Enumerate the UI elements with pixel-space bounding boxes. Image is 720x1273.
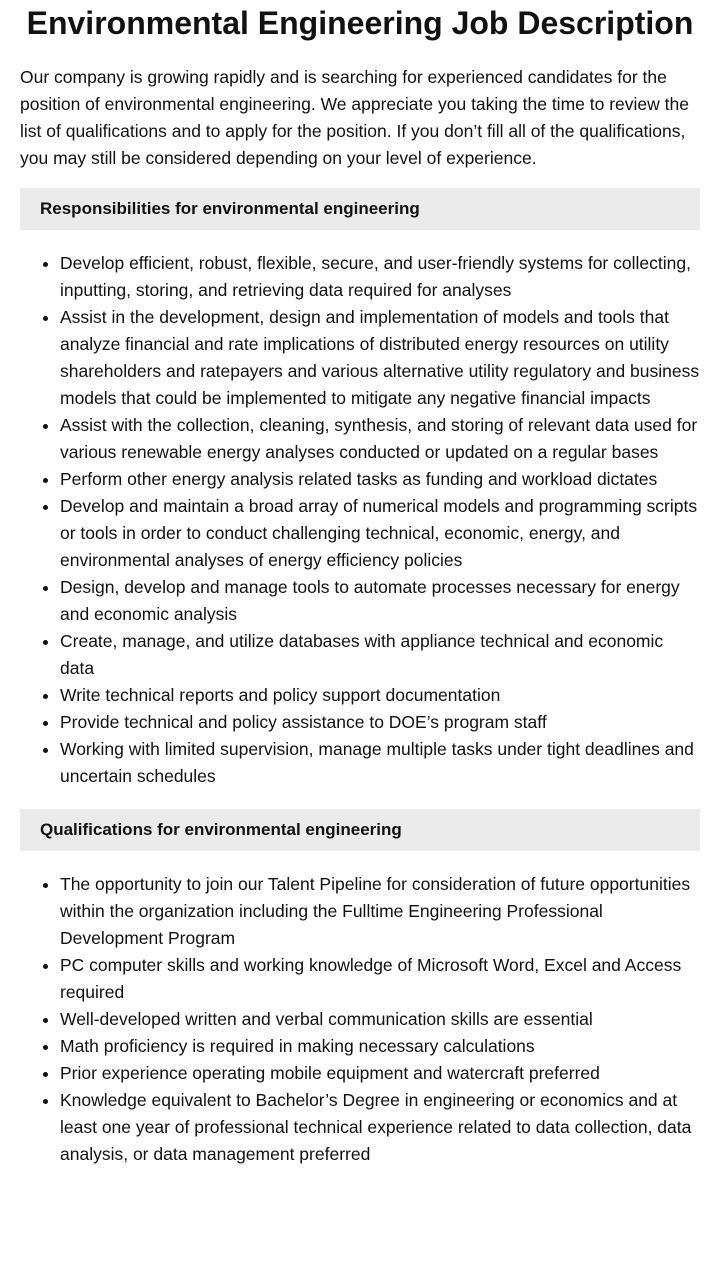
responsibilities-list	[20, 250, 700, 790]
list-item: • Develop and maintain a broad array of numerical models and programming scripts or tools in order to conduct challenging technical, economic, energy, and environmental analyses of energy efficiency policies	[60, 493, 700, 574]
list-item: • Develop efficient, robust, flexible, secure, and user-friendly systems for collecting, inputting, storing, and retrieving data required for analyses	[60, 250, 700, 304]
list-item: • Assist with the collection, cleaning, synthesis, and storing of relevant data used for various renewable energy analyses conducted or updated on a regular bases	[60, 412, 700, 466]
page-title: Environmental Engineering Job Description	[26, 5, 694, 41]
list-item: • PC computer skills and working knowledge of Microsoft Word, Excel and Access required	[60, 952, 700, 1006]
qualifications-list	[20, 871, 700, 1168]
responsibilities-heading: Responsibilities for environmental engineering	[20, 188, 700, 230]
list-item: • The opportunity to join our Talent Pipeline for consideration of future opportunities within the organization including the Fulltime Engineering Professional Development Program	[60, 871, 700, 952]
list-item: • Perform other energy analysis related tasks as funding and workload dictates	[60, 466, 700, 493]
list-item: • Assist in the development, design and implementation of models and tools that analyze financial and rate implications of distributed energy resources on utility shareholders and ratepayers and various alternative utility regulatory and business models that could be implemented to mitigate any negative financial impacts	[60, 304, 700, 412]
qualifications-heading: Qualifications for environmental engineering	[20, 809, 700, 851]
list-item: • Well-developed written and verbal communication skills are essential	[60, 1006, 700, 1033]
list-item: • Provide technical and policy assistance to DOE’s program staff	[60, 709, 700, 736]
intro-paragraph: Our company is growing rapidly and is searching for experienced candidates for the position of environmental engineering. We appreciate you taking the time to review the list of qualifications and to apply for the position. If you don’t fill all of the qualifications, you may still be considered depending on your level of experience.	[20, 67, 689, 168]
list-item: • Write technical reports and policy support documentation	[60, 682, 700, 709]
list-item: • Knowledge equivalent to Bachelor’s Degree in engineering or economics and at least one year of professional technical experience related to data collection, data analysis, or data management preferred	[60, 1087, 700, 1168]
list-item: • Create, manage, and utilize databases with appliance technical and economic data	[60, 628, 700, 682]
list-item: • Math proficiency is required in making necessary calculations	[60, 1033, 700, 1060]
list-item: • Design, develop and manage tools to automate processes necessary for energy and economic analysis	[60, 574, 700, 628]
list-item: • Working with limited supervision, manage multiple tasks under tight deadlines and uncertain schedules	[60, 736, 700, 790]
list-item: • Prior experience operating mobile equipment and watercraft preferred	[60, 1060, 700, 1087]
